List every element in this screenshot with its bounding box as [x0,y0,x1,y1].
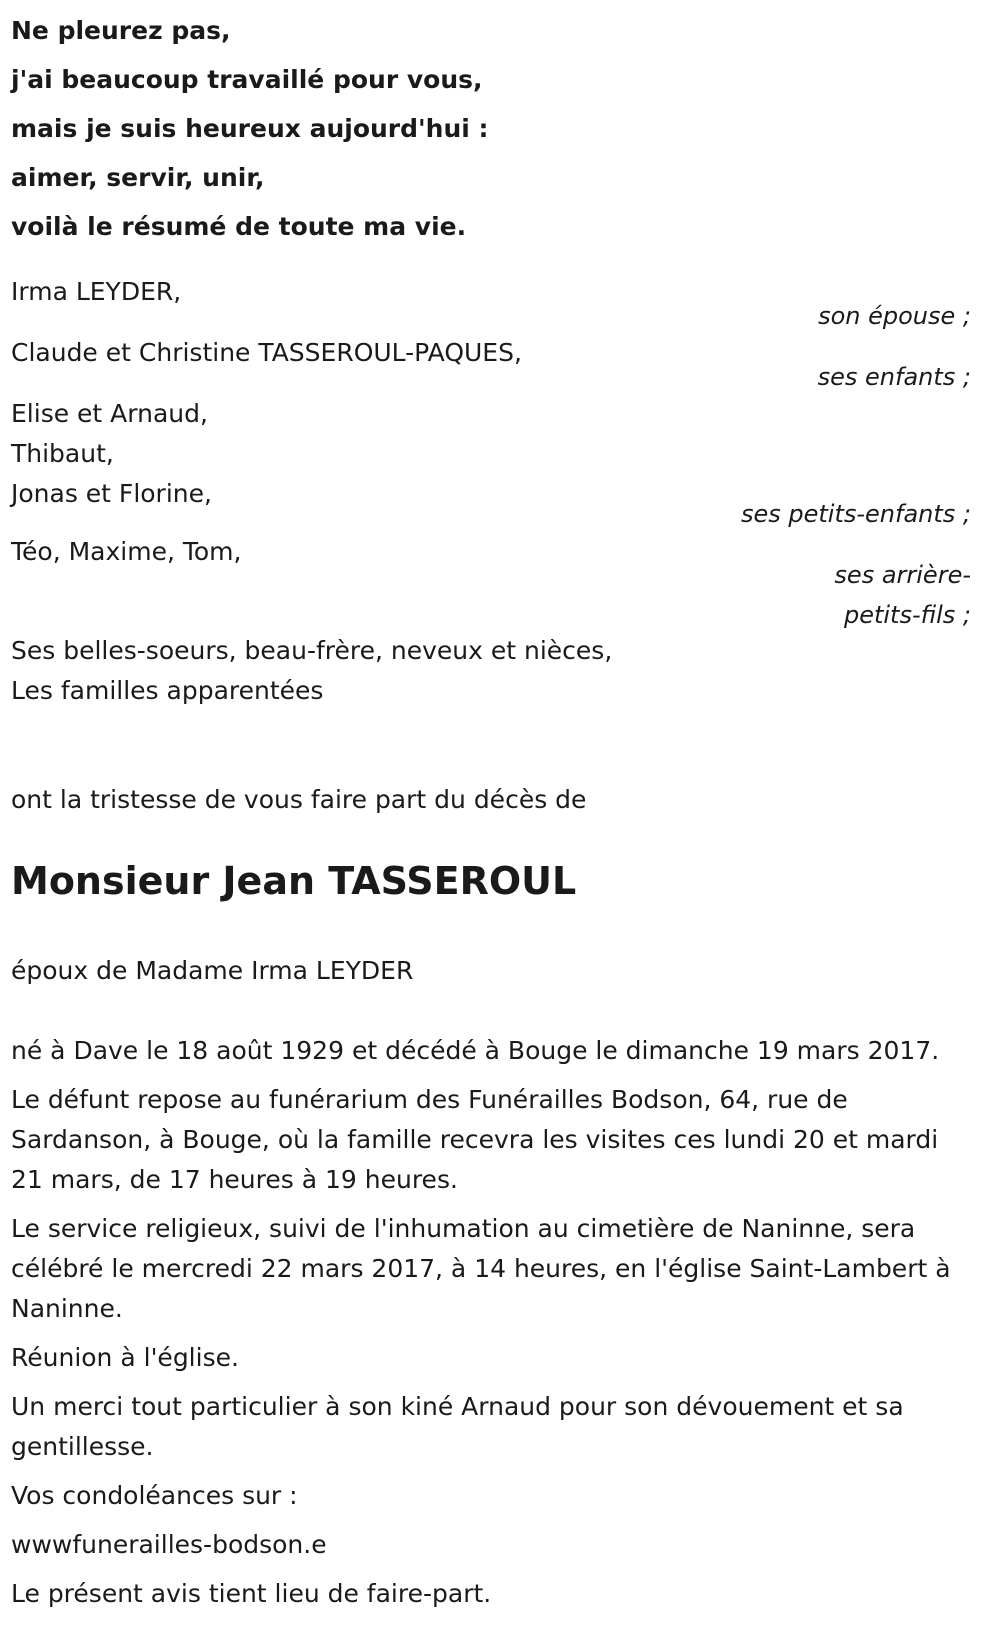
details [11,1031,971,1623]
closing-line: Le présent avis tient lieu de faire-part. [11,1579,492,1608]
poem-line: Ne pleurez pas, [11,16,231,45]
other-relatives [11,631,612,711]
grandchild-entry: Thibaut, [11,439,114,468]
birth-death-line: né à Dave le 18 août 1929 et décédé à Bouge le dimanche 19 mars 2017. [11,1036,940,1065]
spouse-relation: son épouse ; [818,302,971,330]
spouse-name: Irma LEYDER, [11,277,182,306]
children-names: Claude et Christine TASSEROUL-PAQUES, [11,338,522,367]
visitation-paragraph: Le défunt repose au funérarium des Funérailles Bodson, 64, rue de Sardanson, à Bouge, où la famille recevra les visites ces lundi 20 et mardi 21 mars, de 17 heures à 19 heures. [11,1085,939,1194]
relation-line: ses arrière- [834,561,971,589]
deceased-name: Monsieur Jean TASSEROUL [11,859,577,903]
obituary-notice [11,0,971,1626]
poem-line: mais je suis heureux aujourd'hui : [11,114,489,143]
poem-line: j'ai beaucoup travaillé pour vous, [11,65,483,94]
poem-line: aimer, servir, unir, [11,163,265,192]
grandchild-entry: Elise et Arnaud, [11,399,208,428]
grandchild-entry: Jonas et Florine, [11,479,212,508]
condolences-website: wwwfunerailles-bodson.e [11,1530,327,1559]
other-relatives-line: Les familles apparentées [11,676,324,705]
greatgrandchildren-names: Téo, Maxime, Tom, [11,537,242,566]
children-relation: ses enfants ; [817,363,971,391]
other-relatives-line: Ses belles-soeurs, beau-frère, neveux et nièces, [11,636,613,665]
service-paragraph: Le service religieux, suivi de l'inhumation au cimetière de Naninne, sera célébré le mercredi 22 mars 2017, à 14 heures, en l'église Saint-Lambert à Naninne. [11,1214,951,1323]
poem-line: voilà le résumé de toute ma vie. [11,212,467,241]
meeting-line: Réunion à l'église. [11,1343,239,1372]
relation-line: petits-fils ; [843,601,971,629]
spouse-of: époux de Madame Irma LEYDER [11,956,414,985]
greatgrandchildren-relation [834,555,971,635]
condolences-label: Vos condoléances sur : [11,1481,298,1510]
announcement-intro: ont la tristesse de vous faire part du décès de [11,785,587,814]
grandchildren-relation: ses petits-enfants ; [740,500,971,528]
thanks-paragraph: Un merci tout particulier à son kiné Arnaud pour son dévouement et sa gentillesse. [11,1392,904,1461]
poem [11,6,489,251]
grandchildren-names [11,394,212,514]
